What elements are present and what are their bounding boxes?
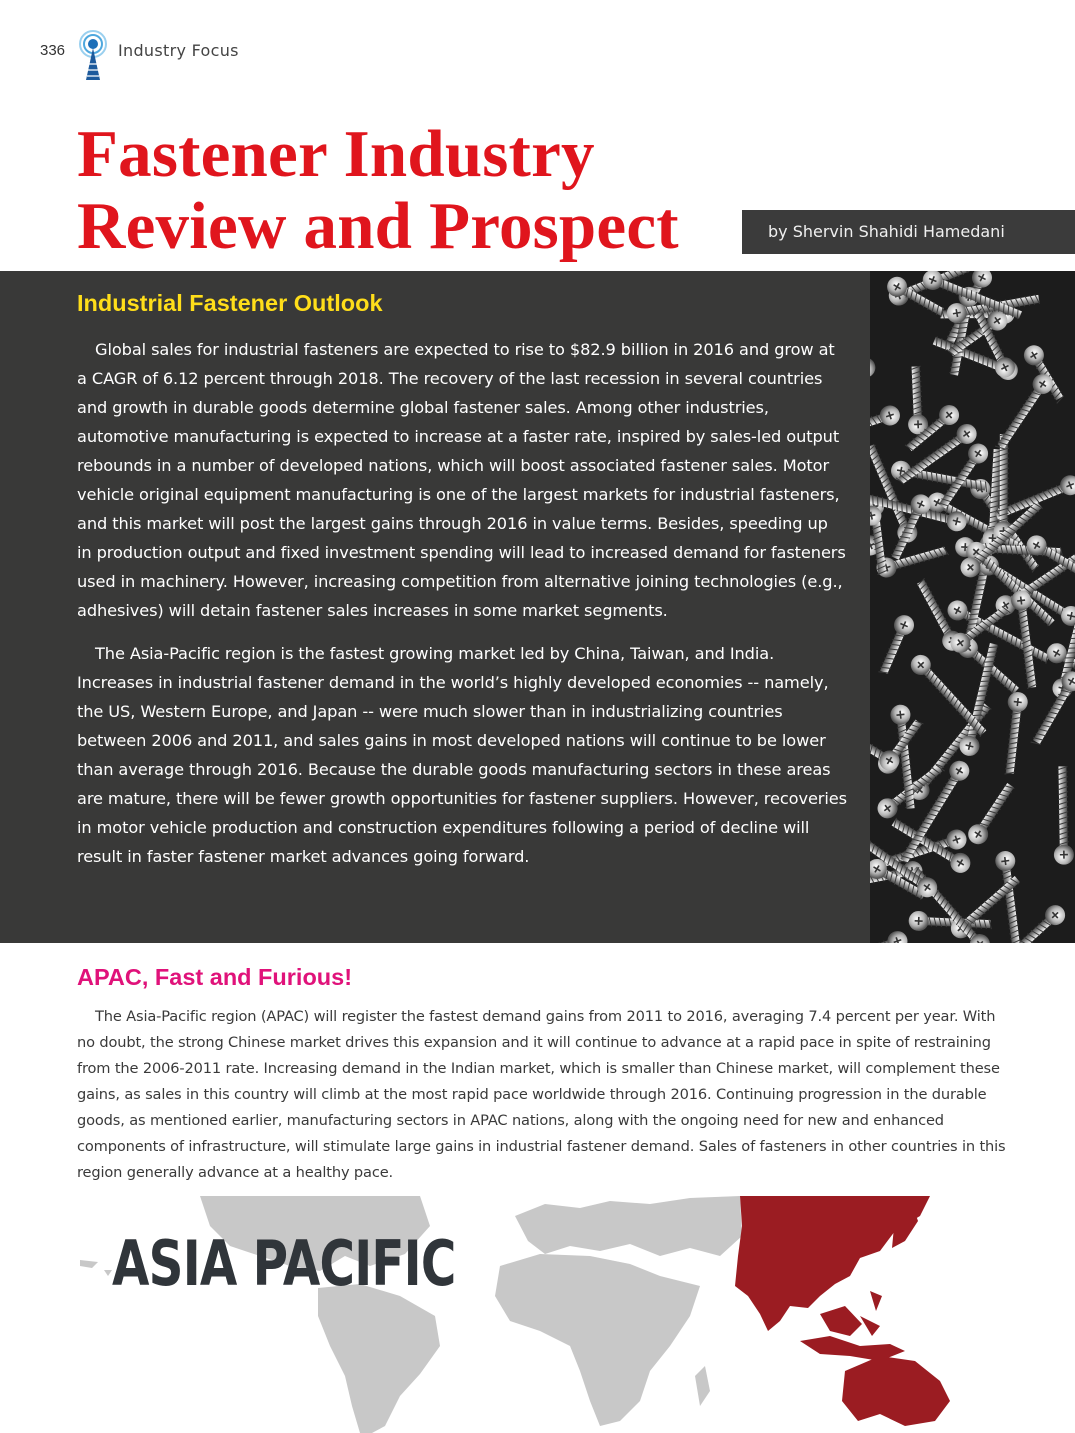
page-header [0,0,1075,90]
outlook-text [77,287,847,885]
title-line-2: Review and Prospect [77,189,679,263]
apac-section [77,962,1017,1186]
byline: by Shervin Shahidi Hamedani [742,210,1075,254]
section-label: Industry Focus [118,41,239,60]
apac-paragraph: The Asia-Pacific region (APAC) will register the fastest demand gains from 2011 to 2016, averaging 7.4 percent per year. With no doubt, the strong Chinese market drives this expansion and it will continue to advance at a rapid pace in spite of restraining from the 2006-2011 rate. Increasing demand in the Indian market, which is smaller than Chinese market, will complement these gains, as sales in this country will climb at the most rapid pace worldwide through 2016. Continuing progression in the durable goods, as mentioned earlier, manufacturing sectors in APAC nations, along with the ongoing need for new and enhanced components of infrastructure, will stimulate large gains in industrial fastener demand. Sales of fasteners in other countries in this region generally advance at a healthy pace. [77,1008,1006,1181]
antenna-tower-icon [78,30,108,82]
map-title: ASIA PACIFIC [112,1227,456,1300]
africa-shape [495,1254,700,1426]
title-line-1: Fastener Industry [77,117,595,191]
screws-photo [870,271,1075,943]
apac-heading: APAC, Fast and Furious! [77,964,353,990]
europe-shape [515,1196,742,1256]
article-title [77,118,679,262]
outlook-paragraph-2: The Asia-Pacific region is the fastest growing market led by China, Taiwan, and India. Increases in industrial fastener demand in the world’s highly developed economies -- namely, the US, Western Europe, and Japan -- were much slower than in industrializing countries between 2006 and 2011, and sales gains in most developed nations will continue to be lower than average through 2016. Because the durable goods manufacturing sectors in these areas are mature, there will be fewer growth opportunities for fastener suppliers. However, recoveries in motor vehicle production and construction expenditures following a period of decline will result in faster fastener market advances going forward. [77,644,847,866]
outlook-heading: Industrial Fastener Outlook [77,290,383,316]
page-number: 336 [40,42,66,59]
outlook-paragraph-1: Global sales for industrial fasteners are expected to rise to $82.9 billion in 2016 and grow at a CAGR of 6.12 percent through 2018. The recovery of the last recession in several countries and growth in durable goods determine global fastener sales. Among other industries, automotive manufacturing is expected to increase at a faster rate, inspired by sales-led output rebounds in a number of developed nations, which will boost associated fastener sales. Motor vehicle original equipment manufacturing is one of the largest markets for industrial fasteners, and this market will post the largest gains through 2016 in value terms. Besides, speeding up in production output and fixed investment spending will lead to increased demand for fasteners used in machinery. However, increasing competition from alternative joining technologies (e.g., adhesives) will detain fastener sales increases in some market segments. [77,340,846,620]
south-america-shape [318,1284,440,1433]
